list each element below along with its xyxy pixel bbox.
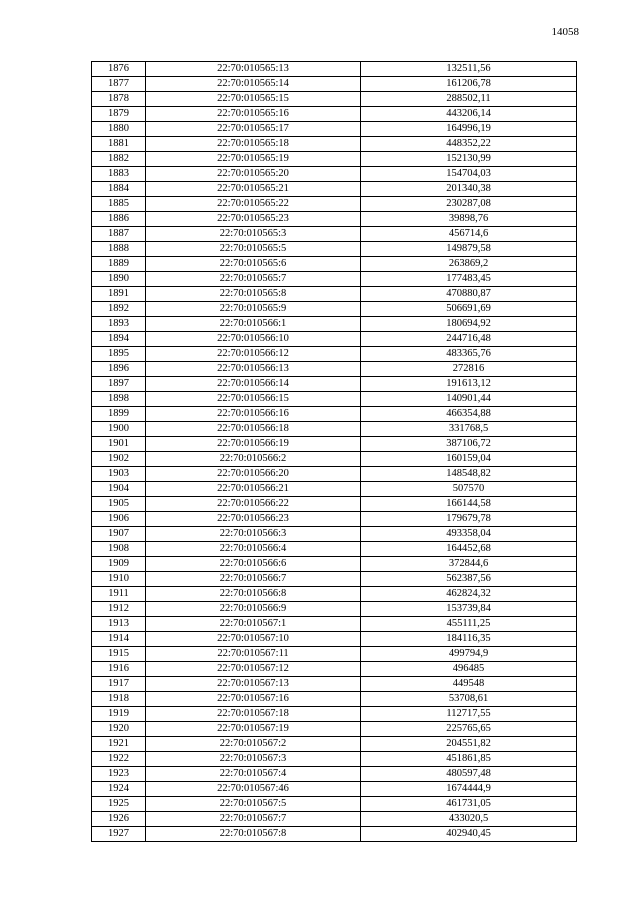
table-row	[92, 152, 577, 167]
row-number-cell: 1887	[92, 227, 146, 242]
cadastral-number-cell: 22:70:010565:8	[146, 287, 361, 302]
row-number-cell: 1900	[92, 422, 146, 437]
row-number-cell: 1910	[92, 572, 146, 587]
cadastral-number-cell: 22:70:010565:20	[146, 167, 361, 182]
cadastral-number-cell: 22:70:010566:8	[146, 587, 361, 602]
cadastral-number-cell: 22:70:010566:12	[146, 347, 361, 362]
table-row	[92, 62, 577, 77]
table-row	[92, 332, 577, 347]
table-row	[92, 482, 577, 497]
table-row	[92, 407, 577, 422]
cadastral-number-cell: 22:70:010565:16	[146, 107, 361, 122]
table-row	[92, 137, 577, 152]
value-cell: 451861,85	[361, 752, 577, 767]
row-number-cell: 1896	[92, 362, 146, 377]
value-cell: 402940,45	[361, 827, 577, 842]
table-row	[92, 542, 577, 557]
row-number-cell: 1902	[92, 452, 146, 467]
cadastral-number-cell: 22:70:010567:3	[146, 752, 361, 767]
value-cell: 160159,04	[361, 452, 577, 467]
row-number-cell: 1888	[92, 242, 146, 257]
value-cell: 562387,56	[361, 572, 577, 587]
page-number: 14058	[551, 26, 579, 38]
table-row	[92, 452, 577, 467]
row-number-cell: 1882	[92, 152, 146, 167]
cadastral-number-cell: 22:70:010566:3	[146, 527, 361, 542]
value-cell: 230287,08	[361, 197, 577, 212]
table-row	[92, 347, 577, 362]
row-number-cell: 1926	[92, 812, 146, 827]
table-row	[92, 587, 577, 602]
row-number-cell: 1920	[92, 722, 146, 737]
row-number-cell: 1913	[92, 617, 146, 632]
row-number-cell: 1927	[92, 827, 146, 842]
cadastral-number-cell: 22:70:010566:15	[146, 392, 361, 407]
table-row	[92, 107, 577, 122]
row-number-cell: 1915	[92, 647, 146, 662]
value-cell: 372844,6	[361, 557, 577, 572]
value-cell: 184116,35	[361, 632, 577, 647]
value-cell: 148548,82	[361, 467, 577, 482]
row-number-cell: 1917	[92, 677, 146, 692]
cadastral-number-cell: 22:70:010567:12	[146, 662, 361, 677]
cadastral-number-cell: 22:70:010565:6	[146, 257, 361, 272]
table-row	[92, 167, 577, 182]
value-cell: 455111,25	[361, 617, 577, 632]
table-row	[92, 362, 577, 377]
row-number-cell: 1878	[92, 92, 146, 107]
cadastral-value-table	[91, 61, 577, 842]
table-row	[92, 182, 577, 197]
row-number-cell: 1876	[92, 62, 146, 77]
table-row	[92, 797, 577, 812]
value-cell: 132511,56	[361, 62, 577, 77]
value-cell: 433020,5	[361, 812, 577, 827]
row-number-cell: 1877	[92, 77, 146, 92]
cadastral-number-cell: 22:70:010567:2	[146, 737, 361, 752]
cadastral-number-cell: 22:70:010565:7	[146, 272, 361, 287]
cadastral-number-cell: 22:70:010566:2	[146, 452, 361, 467]
row-number-cell: 1901	[92, 437, 146, 452]
row-number-cell: 1880	[92, 122, 146, 137]
row-number-cell: 1912	[92, 602, 146, 617]
cadastral-number-cell: 22:70:010567:13	[146, 677, 361, 692]
cadastral-number-cell: 22:70:010566:16	[146, 407, 361, 422]
value-cell: 462824,32	[361, 587, 577, 602]
value-cell: 387106,72	[361, 437, 577, 452]
row-number-cell: 1925	[92, 797, 146, 812]
row-number-cell: 1879	[92, 107, 146, 122]
cadastral-number-cell: 22:70:010567:11	[146, 647, 361, 662]
cadastral-number-cell: 22:70:010566:23	[146, 512, 361, 527]
value-cell: 112717,55	[361, 707, 577, 722]
cadastral-number-cell: 22:70:010566:19	[146, 437, 361, 452]
cadastral-number-cell: 22:70:010565:15	[146, 92, 361, 107]
value-cell: 506691,69	[361, 302, 577, 317]
cadastral-number-cell: 22:70:010566:22	[146, 497, 361, 512]
table-row	[92, 377, 577, 392]
table-row	[92, 227, 577, 242]
cadastral-number-cell: 22:70:010565:17	[146, 122, 361, 137]
table-row	[92, 317, 577, 332]
table-row	[92, 422, 577, 437]
row-number-cell: 1899	[92, 407, 146, 422]
row-number-cell: 1895	[92, 347, 146, 362]
table-row	[92, 632, 577, 647]
value-cell: 180694,92	[361, 317, 577, 332]
row-number-cell: 1921	[92, 737, 146, 752]
table-row	[92, 692, 577, 707]
row-number-cell: 1922	[92, 752, 146, 767]
cadastral-number-cell: 22:70:010566:20	[146, 467, 361, 482]
value-cell: 461731,05	[361, 797, 577, 812]
value-cell: 225765,65	[361, 722, 577, 737]
cadastral-number-cell: 22:70:010567:1	[146, 617, 361, 632]
table-row	[92, 782, 577, 797]
cadastral-number-cell: 22:70:010566:6	[146, 557, 361, 572]
row-number-cell: 1892	[92, 302, 146, 317]
table-row	[92, 752, 577, 767]
value-cell: 507570	[361, 482, 577, 497]
cadastral-number-cell: 22:70:010566:9	[146, 602, 361, 617]
cadastral-number-cell: 22:70:010567:19	[146, 722, 361, 737]
cadastral-number-cell: 22:70:010566:7	[146, 572, 361, 587]
value-cell: 53708,61	[361, 692, 577, 707]
cadastral-number-cell: 22:70:010565:21	[146, 182, 361, 197]
row-number-cell: 1897	[92, 377, 146, 392]
value-cell: 443206,14	[361, 107, 577, 122]
cadastral-number-cell: 22:70:010565:18	[146, 137, 361, 152]
row-number-cell: 1890	[92, 272, 146, 287]
row-number-cell: 1923	[92, 767, 146, 782]
row-number-cell: 1885	[92, 197, 146, 212]
value-cell: 153739,84	[361, 602, 577, 617]
cadastral-number-cell: 22:70:010567:10	[146, 632, 361, 647]
row-number-cell: 1908	[92, 542, 146, 557]
table-row	[92, 392, 577, 407]
table-row	[92, 437, 577, 452]
value-cell: 201340,38	[361, 182, 577, 197]
row-number-cell: 1906	[92, 512, 146, 527]
row-number-cell: 1904	[92, 482, 146, 497]
value-cell: 466354,88	[361, 407, 577, 422]
row-number-cell: 1884	[92, 182, 146, 197]
table-row	[92, 827, 577, 842]
cadastral-number-cell: 22:70:010567:16	[146, 692, 361, 707]
table-row	[92, 647, 577, 662]
table-row	[92, 287, 577, 302]
value-cell: 496485	[361, 662, 577, 677]
cadastral-number-cell: 22:70:010565:9	[146, 302, 361, 317]
row-number-cell: 1891	[92, 287, 146, 302]
row-number-cell: 1914	[92, 632, 146, 647]
table-row	[92, 617, 577, 632]
row-number-cell: 1909	[92, 557, 146, 572]
table-row	[92, 722, 577, 737]
value-cell: 152130,99	[361, 152, 577, 167]
table-row	[92, 512, 577, 527]
row-number-cell: 1916	[92, 662, 146, 677]
cadastral-number-cell: 22:70:010565:5	[146, 242, 361, 257]
value-cell: 149879,58	[361, 242, 577, 257]
cadastral-number-cell: 22:70:010565:14	[146, 77, 361, 92]
value-cell: 448352,22	[361, 137, 577, 152]
row-number-cell: 1886	[92, 212, 146, 227]
value-cell: 470880,87	[361, 287, 577, 302]
row-number-cell: 1881	[92, 137, 146, 152]
row-number-cell: 1924	[92, 782, 146, 797]
table-row	[92, 122, 577, 137]
value-cell: 272816	[361, 362, 577, 377]
cadastral-number-cell: 22:70:010566:18	[146, 422, 361, 437]
value-cell: 263869,2	[361, 257, 577, 272]
table-row	[92, 602, 577, 617]
value-cell: 177483,45	[361, 272, 577, 287]
table-row	[92, 707, 577, 722]
value-cell: 154704,03	[361, 167, 577, 182]
table-row	[92, 497, 577, 512]
value-cell: 331768,5	[361, 422, 577, 437]
cadastral-number-cell: 22:70:010567:8	[146, 827, 361, 842]
cadastral-number-cell: 22:70:010567:18	[146, 707, 361, 722]
cadastral-number-cell: 22:70:010566:4	[146, 542, 361, 557]
value-cell: 499794,9	[361, 647, 577, 662]
cadastral-number-cell: 22:70:010567:4	[146, 767, 361, 782]
value-cell: 39898,76	[361, 212, 577, 227]
row-number-cell: 1918	[92, 692, 146, 707]
value-cell: 288502,11	[361, 92, 577, 107]
cadastral-number-cell: 22:70:010565:19	[146, 152, 361, 167]
value-cell: 493358,04	[361, 527, 577, 542]
cadastral-number-cell: 22:70:010565:22	[146, 197, 361, 212]
table-row	[92, 557, 577, 572]
cadastral-number-cell: 22:70:010566:21	[146, 482, 361, 497]
value-cell: 161206,78	[361, 77, 577, 92]
cadastral-number-cell: 22:70:010566:1	[146, 317, 361, 332]
table-row	[92, 197, 577, 212]
value-cell: 1674444,9	[361, 782, 577, 797]
table-row	[92, 527, 577, 542]
table-row	[92, 257, 577, 272]
value-cell: 140901,44	[361, 392, 577, 407]
table-row	[92, 302, 577, 317]
value-cell: 179679,78	[361, 512, 577, 527]
value-cell: 204551,82	[361, 737, 577, 752]
row-number-cell: 1893	[92, 317, 146, 332]
value-cell: 191613,12	[361, 377, 577, 392]
table-row	[92, 467, 577, 482]
cadastral-number-cell: 22:70:010567:7	[146, 812, 361, 827]
cadastral-number-cell: 22:70:010566:14	[146, 377, 361, 392]
cadastral-number-cell: 22:70:010567:46	[146, 782, 361, 797]
table-row	[92, 92, 577, 107]
value-cell: 164452,68	[361, 542, 577, 557]
cadastral-number-cell: 22:70:010567:5	[146, 797, 361, 812]
row-number-cell: 1905	[92, 497, 146, 512]
row-number-cell: 1911	[92, 587, 146, 602]
table-row	[92, 677, 577, 692]
value-cell: 449548	[361, 677, 577, 692]
table-row	[92, 572, 577, 587]
table-row	[92, 767, 577, 782]
value-cell: 483365,76	[361, 347, 577, 362]
row-number-cell: 1894	[92, 332, 146, 347]
row-number-cell: 1903	[92, 467, 146, 482]
table-row	[92, 662, 577, 677]
row-number-cell: 1898	[92, 392, 146, 407]
cadastral-number-cell: 22:70:010565:23	[146, 212, 361, 227]
table-row	[92, 812, 577, 827]
table-row	[92, 77, 577, 92]
table-row	[92, 212, 577, 227]
row-number-cell: 1883	[92, 167, 146, 182]
cadastral-number-cell: 22:70:010566:10	[146, 332, 361, 347]
table-body	[92, 62, 577, 842]
row-number-cell: 1907	[92, 527, 146, 542]
value-cell: 244716,48	[361, 332, 577, 347]
cadastral-number-cell: 22:70:010566:13	[146, 362, 361, 377]
row-number-cell: 1919	[92, 707, 146, 722]
value-cell: 164996,19	[361, 122, 577, 137]
cadastral-number-cell: 22:70:010565:3	[146, 227, 361, 242]
value-cell: 166144,58	[361, 497, 577, 512]
table-row	[92, 737, 577, 752]
value-cell: 480597,48	[361, 767, 577, 782]
cadastral-number-cell: 22:70:010565:13	[146, 62, 361, 77]
table-row	[92, 272, 577, 287]
row-number-cell: 1889	[92, 257, 146, 272]
table-row	[92, 242, 577, 257]
value-cell: 456714,6	[361, 227, 577, 242]
